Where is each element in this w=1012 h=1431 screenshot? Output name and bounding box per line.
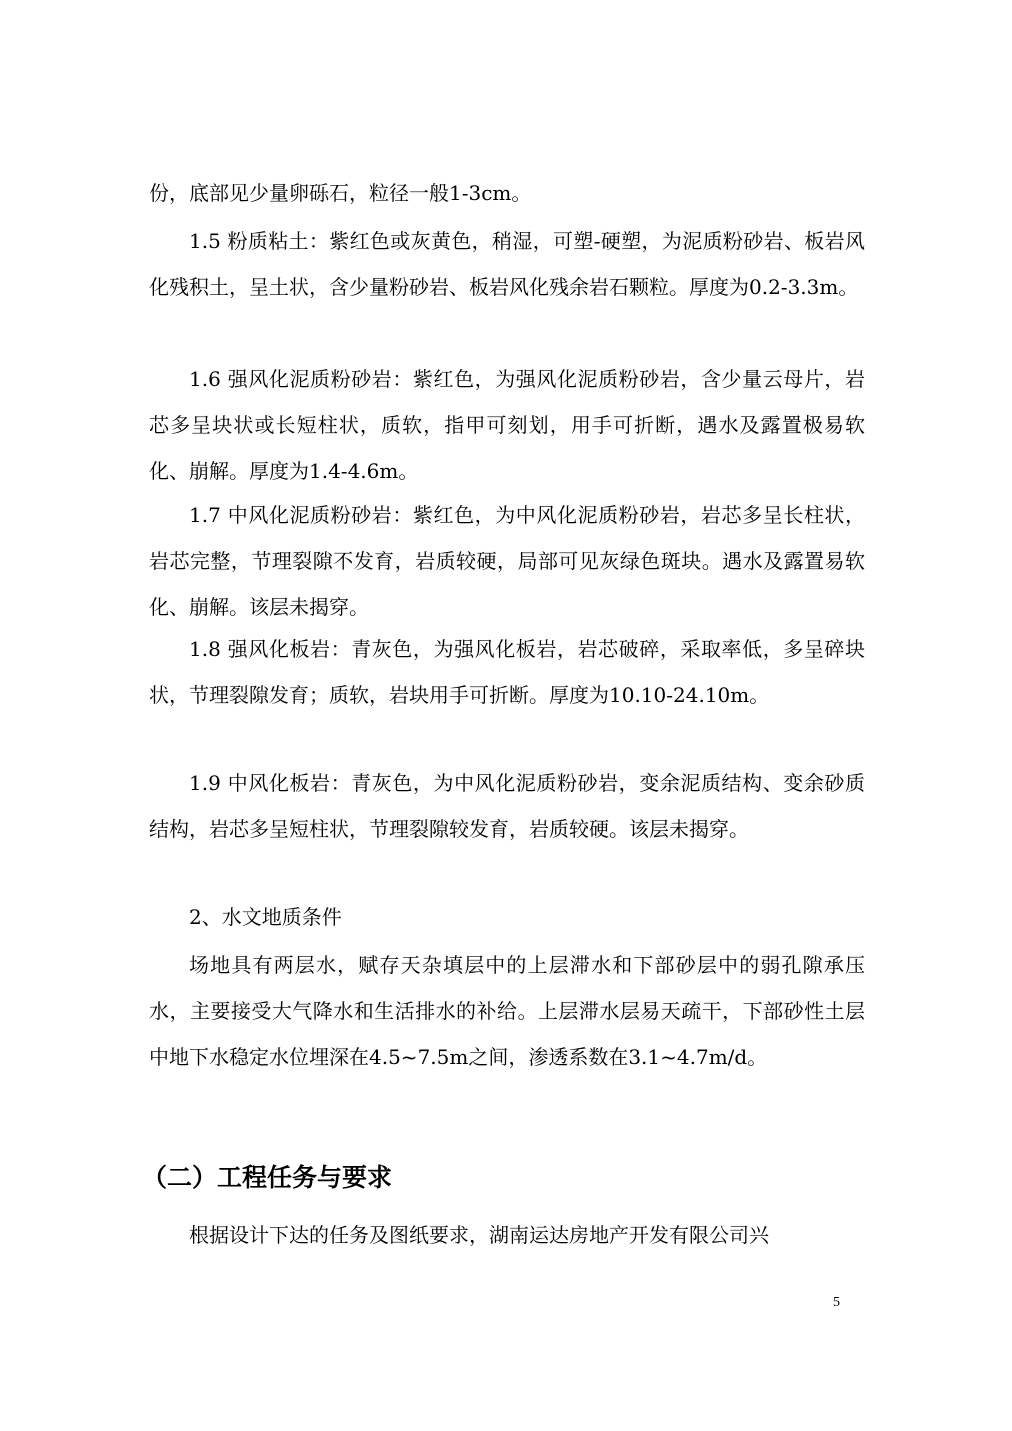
page-number: 5 bbox=[833, 1295, 840, 1310]
paragraph-continuation: 份，底部见少量卵砾石，粒径一般1-3cm。 bbox=[149, 181, 532, 205]
paragraph-silty-clay: 1.5 粉质粘土：紫红色或灰黄色，稍湿，可塑-硬塑，为泥质粉砂岩、板岩风化残积土，呈土状，含少量粉砂岩、板岩风化残余岩石颗粒。厚度为0.2-3.3m。 bbox=[149, 229, 865, 299]
paragraph-task-intro: 根据设计下达的任务及图纸要求，湖南运达房地产开发有限公司兴 bbox=[189, 1223, 769, 1247]
paragraph-strongly-weathered-siltstone: 1.6 强风化泥质粉砂岩：紫红色，为强风化泥质粉砂岩，含少量云母片，岩芯多呈块状或长短柱状，质软，指甲可刻划，用手可折断，遇水及露置极易软化、崩解。厚度为1.4-4.6m。 bbox=[149, 367, 865, 483]
section-heading: （二）工程任务与要求 bbox=[142, 1163, 393, 1192]
paragraph-moderately-weathered-slate: 1.9 中风化板岩：青灰色，为中风化泥质粉砂岩，变余泥质结构、变余砂质结构，岩芯多呈短柱状，节理裂隙较发育，岩质较硬。该层未揭穿。 bbox=[149, 771, 865, 841]
subsection-hydrogeology-title: 2、水文地质条件 bbox=[189, 905, 342, 929]
paragraph-hydrogeology: 场地具有两层水，赋存天杂填层中的上层滞水和下部砂层中的弱孔隙承压水，主要接受大气降水和生活排水的补给。上层滞水层易天疏干，下部砂性土层中地下水稳定水位埋深在4.5~7.5m之间，渗透系数在3.1~4.7m/d。 bbox=[149, 953, 865, 1069]
paragraph-moderately-weathered-siltstone: 1.7 中风化泥质粉砂岩：紫红色，为中风化泥质粉砂岩，岩芯多呈长柱状，岩芯完整，节理裂隙不发育，岩质较硬，局部可见灰绿色斑块。遇水及露置易软化、崩解。该层未揭穿。 bbox=[149, 503, 865, 619]
paragraph-strongly-weathered-slate: 1.8 强风化板岩：青灰色，为强风化板岩，岩芯破碎，采取率低，多呈碎块状，节理裂隙发育；质软，岩块用手可折断。厚度为10.10-24.10m。 bbox=[149, 637, 865, 707]
